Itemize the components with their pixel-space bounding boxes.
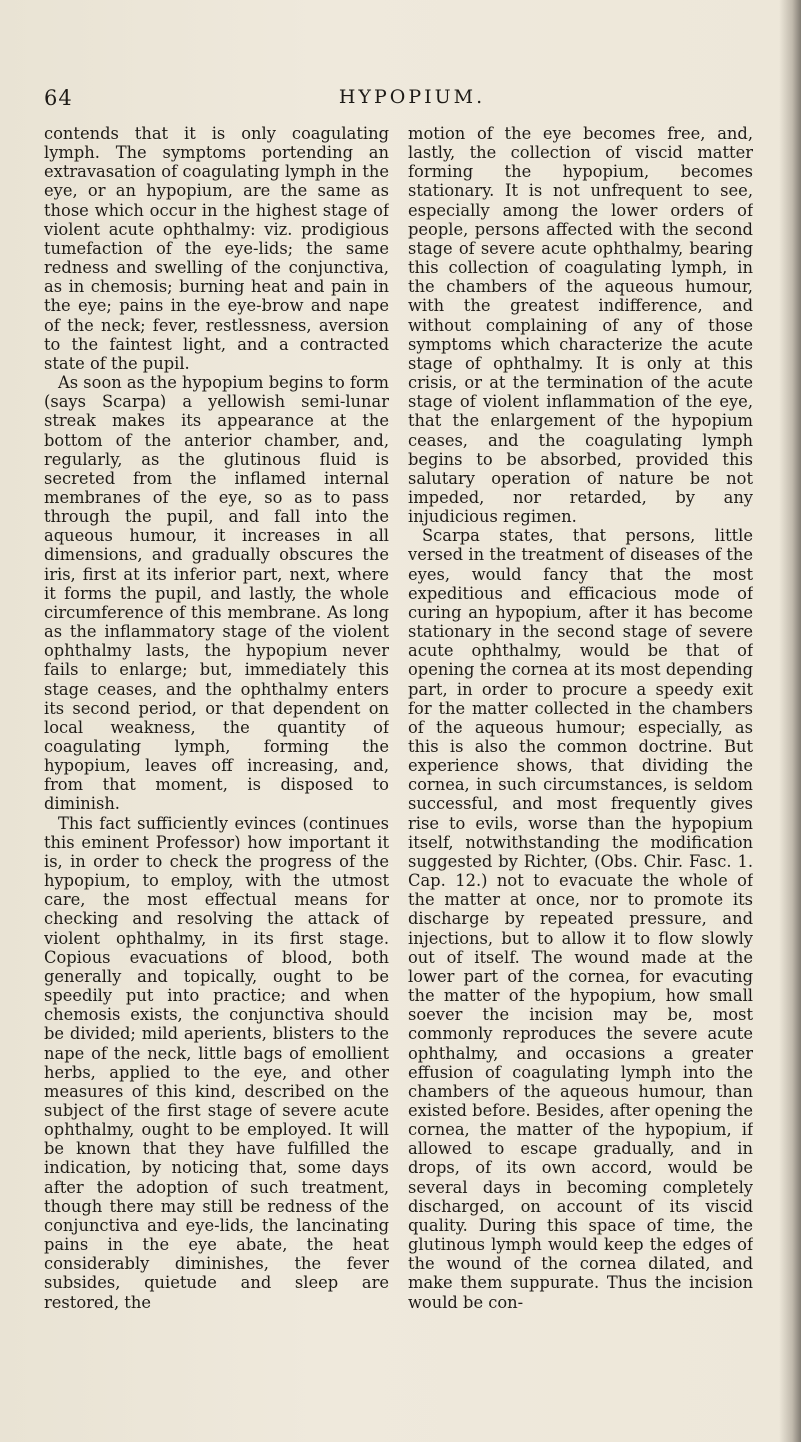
paragraph: contends that it is only coagulating lymph. The symptoms portending an extravasation of coagulating lymph in the eye, or an hypopium, are the same as those which occur in the highest stage of violent acute ophthalmy: viz. prodigious tumefaction of the eye-lids; the same redness and swelling of the conjunctiva, as in chemosis; burning heat and pain in the eye; pains in the eye-brow and nape of the neck; fever, restlessness, aversion to the faintest light, and a contracted state of the pupil. <box>44 124 389 373</box>
left-column <box>44 124 389 1424</box>
running-head: HYPOPIUM. <box>338 86 486 108</box>
paragraph: This fact sufficiently evinces (continues this eminent Professor) how important it is, in order to check the progress of the hypopium, to employ, with the utmost care, the most effectual means for checking and resolving the attack of violent ophthalmy, in its first stage. Copious evacuations of blood, both generally and topically, ought to be speedily put into practice; and when chemosis exists, the conjunctiva should be divided; mild aperients, blisters to the nape of the neck, little bags of emollient herbs, applied to the eye, and other measures of this kind, described on the subject of the first stage of severe acute ophthalmy, ought to be employed. It will be known that they have fulfilled the indication, by noticing that, some days after the adoption of such treatment, though there may still be redness of the conjunctiva and eye-lids, the lancinating pains in the eye abate, the heat considerably diminishes, the fever subsides, quietude and sleep are restored, the <box>44 813 389 1312</box>
page-edge-shadow <box>779 0 801 1442</box>
page-number: 64 <box>44 86 73 110</box>
paragraph: motion of the eye becomes free, and, lastly, the collection of viscid matter forming the hypopium, becomes stationary. It is not unfrequent to see, especially among the lower orders of people, persons affected with the second stage of severe acute ophthalmy, bearing this collection of coagulating lymph, in the chambers of the aqueous humour, with the greatest indifference, and without complaining of any of those symptoms which characterize the acute stage of ophthalmy. It is only at this crisis, or at the termination of the acute stage of violent inflammation of the eye, that the enlargement of the hypopium ceases, and the coagulating lymph begins to be absorbed, provided this salutary operation of nature be not impeded, nor retarded, by any injudicious regimen. <box>408 124 753 527</box>
paragraph: As soon as the hypopium begins to form (says Scarpa) a yellowish semi-lunar streak makes its appearance at the bottom of the anterior chamber, and, regularly, as the glutinous fluid is secreted from the inflamed internal membranes of the eye, so as to pass through the pupil, and fall into the aqueous humour, it increases in all dimensions, and gradually obscures the iris, first at its inferior part, next, where it forms the pupil, and lastly, the whole circumference of this membrane. As long as the inflammatory stage of the violent ophthalmy lasts, the hypopium never fails to enlarge; but, immediately this stage ceases, and the ophthalmy enters its second period, or that dependent on local weakness, the quantity of coagulating lymph, forming the hypopium, leaves off increasing, and, from that moment, is disposed to diminish. <box>44 373 389 814</box>
page-header <box>44 86 744 112</box>
right-column <box>408 124 753 1424</box>
paragraph: Scarpa states, that persons, little versed in the treatment of diseases of the eyes, would fancy that the most expeditious and efficacious mode of curing an hypopium, after it has become stationary in the second stage of severe acute ophthalmy, would be that of opening the cornea at its most depending part, in order to procure a speedy exit for the matter collected in the chambers of the aqueous humour; especially, as this is also the common doctrine. But experience shows, that dividing the cornea, in such circumstances, is seldom successful, and most frequently gives rise to evils, worse than the hypopium itself, notwithstanding the modification suggested by Richter, (Obs. Chir. Fasc. 1. Cap. 12.) not to evacuate the whole of the matter at once, nor to promote its discharge by repeated pressure, and injections, but to allow it to flow slowly out of itself. The wound made at the lower part of the cornea, for evacuting the matter of the hypopium, how small soever the incision may be, most commonly reproduces the severe acute ophthalmy, and occasions a greater effusion of coagulating lymph into the chambers of the aqueous humour, than existed before. Besides, after opening the cornea, the matter of the hypopium, if allowed to escape gradually, and in drops, of its own accord, would be several days in becoming completely discharged, on account of its viscid quality. During this space of time, the glutinous lymph would keep the edges of the wound of the cornea dilated, and make them suppurate. Thus the incision would be con- <box>408 526 753 1312</box>
